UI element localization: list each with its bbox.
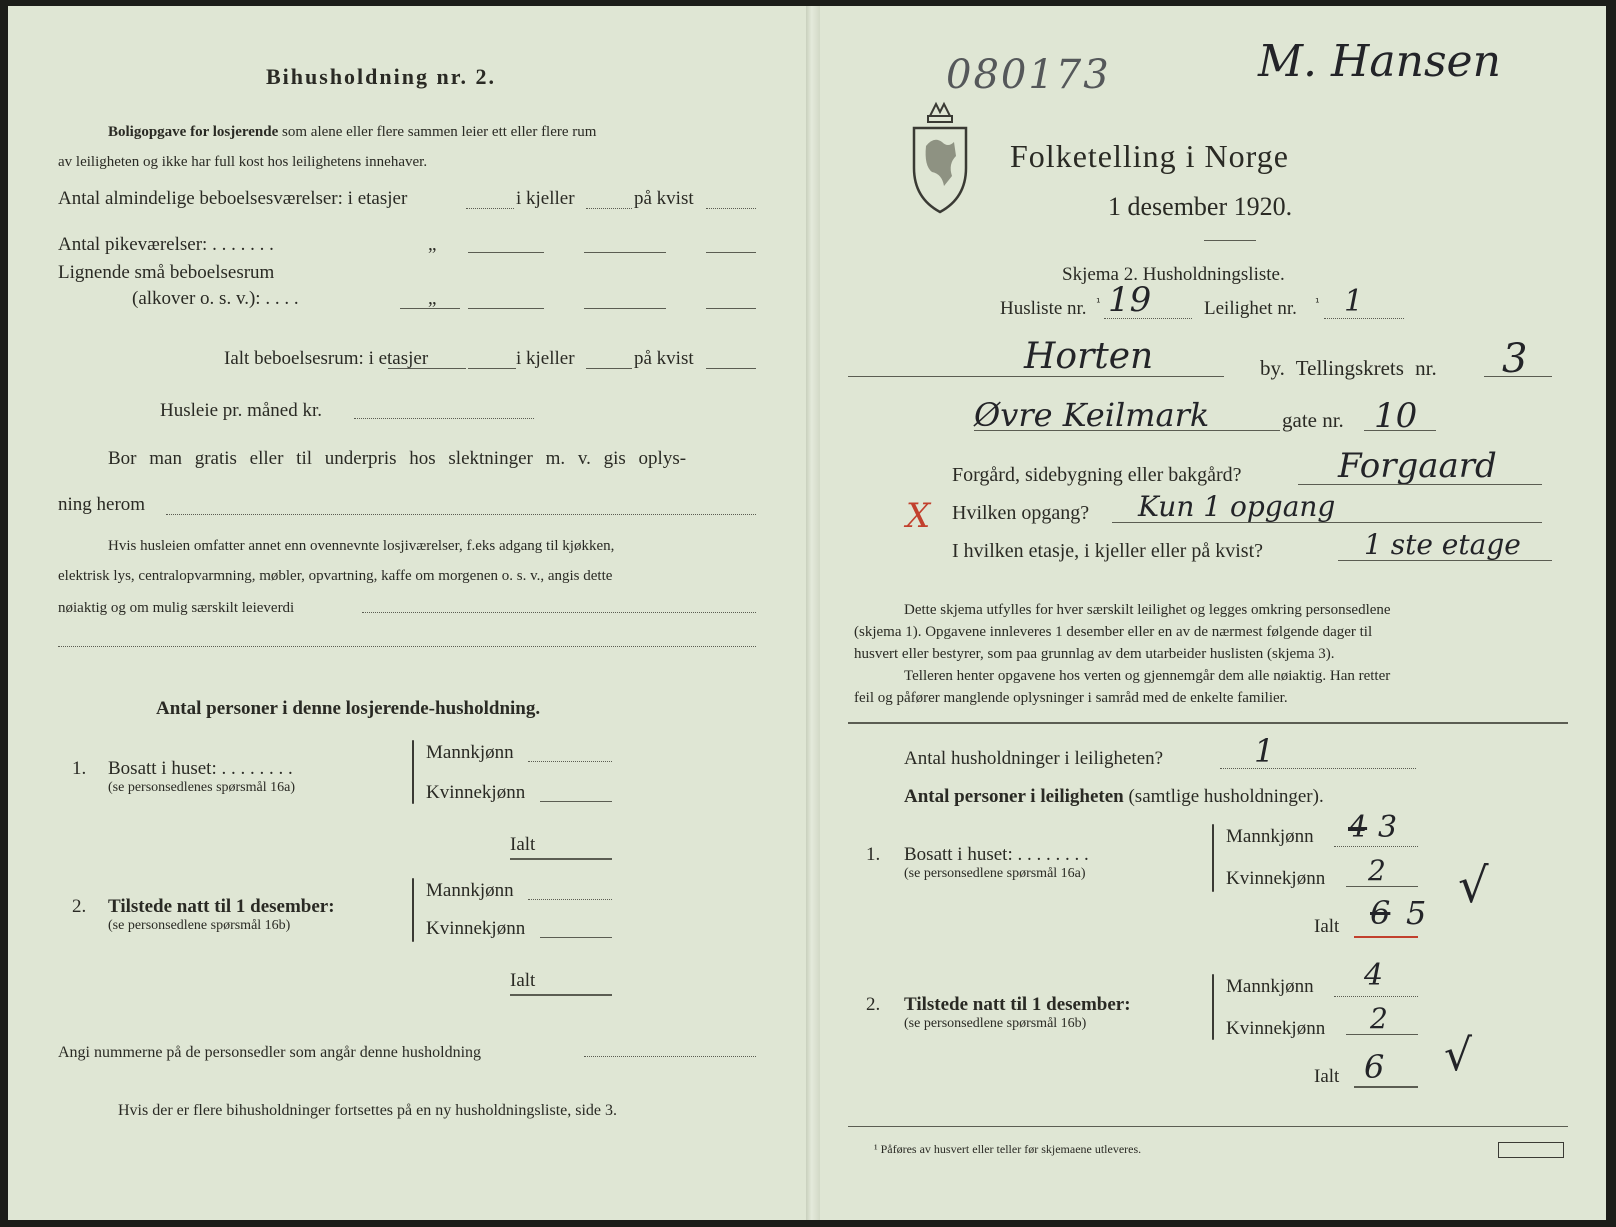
footnote-rule <box>848 1126 1568 1127</box>
skjema-label: Skjema 2. Husholdningsliste. <box>1062 264 1285 285</box>
hvis-line-2: elektrisk lys, centralopvarmning, møbler, opvartning, kaffe om morgenen o. s. v., angis dette <box>58 568 613 584</box>
right-item2-mann-field <box>1334 996 1418 997</box>
leilighet-label: Leilighet nr. <box>1204 298 1297 319</box>
gratis-line-1: Bor man gratis eller til underpris hos slektninger m. v. gis oplys- <box>108 448 687 469</box>
title-rule <box>1204 240 1256 241</box>
city-value[interactable]: Horten <box>1024 336 1154 377</box>
right-item1-mann-field <box>1334 846 1418 847</box>
ialt-kjeller-field[interactable] <box>586 368 632 369</box>
gate-field <box>1364 430 1436 431</box>
alkover-field-1[interactable] <box>400 308 460 309</box>
instr-line-4: Telleren henter opgavene hos verten og gjennemgår dem alle nøiaktig. Han retter <box>904 668 1391 684</box>
gate-label: gate nr. <box>1282 408 1344 432</box>
signature: M. Hansen <box>1258 36 1501 87</box>
right-item2-kvinne-value[interactable]: 2 <box>1370 1002 1388 1035</box>
left-item1-kvinne-label: Kvinnekjønn <box>426 782 526 803</box>
husleie-label: Husleie pr. måned kr. <box>160 400 322 421</box>
right-persons-bold: Antal personer i leiligheten <box>904 786 1124 807</box>
left-item2-ialt-label: Ialt <box>510 970 536 991</box>
ialt-etasjer-field[interactable] <box>468 368 516 369</box>
left-title: Bihusholdning nr. 2. <box>266 64 496 89</box>
gate-value[interactable]: 10 <box>1374 396 1418 436</box>
right-item1-kvinne-field <box>1346 886 1418 887</box>
left-item1-ialt-field[interactable] <box>510 858 612 860</box>
small-rooms-label: Lignende små beboelsesrum <box>58 262 275 283</box>
right-persons-rest: (samtlige husholdninger). <box>1128 786 1324 807</box>
right-item2-mann-label: Mannkjønn <box>1226 976 1314 997</box>
right-item2-sub: (se personsedlene spørsmål 16b) <box>904 1016 1087 1031</box>
left-item2-mann-field[interactable] <box>528 899 612 900</box>
census-form-sheet <box>8 6 1606 1220</box>
husliste-label: Husliste nr. <box>1000 298 1087 319</box>
alkover-ditto: „ <box>428 288 437 309</box>
left-item2-kvinne-field[interactable] <box>540 937 612 938</box>
right-item1-kvinne-label: Kvinnekjønn <box>1226 868 1326 889</box>
pike-ditto: „ <box>428 234 437 255</box>
intro-bold: Boligopgave for losjerende <box>108 124 279 140</box>
husleie-field[interactable] <box>354 418 534 419</box>
right-item1-kvinne-value[interactable]: 2 <box>1368 854 1386 887</box>
gratis-field[interactable] <box>166 514 756 515</box>
right-item2-ialt-label: Ialt <box>1314 1066 1340 1087</box>
leilighet-field <box>1324 318 1404 319</box>
rooms-kvist-label: på kvist <box>634 188 694 209</box>
hvis-line-3: nøiaktig og om mulig særskilt leieverdi <box>58 600 295 616</box>
left-footer: Hvis der er flere bihusholdninger fortsettes på en ny husholdningsliste, side 3. <box>118 1102 618 1119</box>
right-item2-num: 2. <box>866 994 881 1015</box>
left-item2-mann-label: Mannkjønn <box>426 880 514 901</box>
rooms-kvist-field[interactable] <box>706 208 756 209</box>
left-item1-label: Bosatt i huset: . . . . . . . . <box>108 758 293 779</box>
left-item2-num: 2. <box>72 896 87 917</box>
stamp-number: 080173 <box>946 52 1111 98</box>
right-item2-brace <box>1212 974 1214 1040</box>
rooms-kjeller-field[interactable] <box>586 208 632 209</box>
instr-line-5: feil og påfører manglende oplysninger i samråd med de enkelte familier. <box>854 690 1288 706</box>
opgang-label: Hvilken opgang? <box>952 502 1090 524</box>
by-label: by. Tellingskrets nr. <box>1260 356 1437 380</box>
forgard-field <box>1298 484 1542 485</box>
angi-field[interactable] <box>584 1056 756 1057</box>
instr-line-1: Dette skjema utfylles for hver særskilt leilighet og legges omkring personsedlene <box>904 602 1391 618</box>
right-item2-label: Tilstede natt til 1 desember: <box>904 994 1131 1015</box>
intro-line-1 <box>108 122 596 143</box>
hush-field <box>1220 768 1416 769</box>
right-item1-mann-label: Mannkjønn <box>1226 826 1314 847</box>
left-item1-sub: (se personsedlenes spørsmål 16a) <box>108 780 296 795</box>
right-item1-ialt-field <box>1354 936 1418 938</box>
pike-field-1[interactable] <box>468 252 544 253</box>
right-item1-check-icon: √ <box>1458 858 1489 914</box>
rooms-etasjer-field[interactable] <box>466 208 514 209</box>
right-item2-kvinne-label: Kvinnekjønn <box>1226 1018 1326 1039</box>
instr-line-2: (skjema 1). Opgavene innleveres 1 desember eller en av de nærmest følgende dager til <box>854 624 1373 640</box>
left-item2-label: Tilstede natt til 1 desember: <box>108 896 335 917</box>
street-value[interactable]: Øvre Keilmark <box>974 396 1210 434</box>
alkover-field-3[interactable] <box>584 308 666 309</box>
right-item1-num: 1. <box>866 844 881 865</box>
etasje-field <box>1338 560 1552 561</box>
right-persons-heading <box>904 786 1324 808</box>
forgard-value[interactable]: Forgaard <box>1338 446 1497 486</box>
ialt-rooms-label: Ialt beboelsesrum: i etasjer <box>224 348 429 369</box>
right-title: Folketelling i Norge <box>1010 138 1289 174</box>
leilighet-value[interactable]: 1 <box>1344 284 1364 319</box>
ialt-rooms-underline <box>388 368 466 369</box>
left-persons-heading: Antal personer i denne losjerende-husholdning. <box>156 698 541 719</box>
alkover-label: (alkover o. s. v.): . . . . <box>132 288 299 309</box>
right-item2-kvinne-field <box>1346 1034 1418 1035</box>
intro-line-2: av leiligheten og ikke har full kost hos leilighetens innehaver. <box>58 154 428 170</box>
intro-rest: som alene eller flere sammen leier ett eller flere rum <box>282 124 597 140</box>
opgang-value[interactable]: Kun 1 opgang <box>1138 490 1336 523</box>
husliste-field <box>1104 318 1192 319</box>
page-fold <box>806 6 820 1220</box>
printer-mark <box>1498 1142 1564 1158</box>
etasje-label: I hvilken etasje, i kjeller eller på kvist? <box>952 540 1263 562</box>
hush-value[interactable]: 1 <box>1254 732 1275 770</box>
right-item1-mann-value[interactable]: 3 <box>1378 810 1398 845</box>
left-item2-kvinne-label: Kvinnekjønn <box>426 918 526 939</box>
ialt-kvist-label: på kvist <box>634 348 694 369</box>
left-item1-mann-field[interactable] <box>528 761 612 762</box>
instr-line-3: husvert eller bestyrer, som paa grunnlag av dem utarbeider huslisten (skjema 3). <box>854 646 1335 662</box>
leieverdi-field-2[interactable] <box>58 646 756 647</box>
right-item1-ialt-label: Ialt <box>1314 916 1340 937</box>
krets-value[interactable]: 3 <box>1502 336 1528 382</box>
right-item1-mann-struck: 4 <box>1348 810 1368 845</box>
norway-coat-of-arms-icon <box>906 98 974 216</box>
left-item1-kvinne-field[interactable] <box>540 801 612 802</box>
gratis-line-2: ning herom <box>58 494 146 515</box>
left-item1-num: 1. <box>72 758 87 779</box>
right-item1-ialt-value[interactable]: 5 <box>1406 894 1427 932</box>
instr-rule <box>848 722 1568 724</box>
husliste-value[interactable]: 19 <box>1108 280 1152 320</box>
city-field <box>848 376 1224 377</box>
husliste-footnote-mark: ¹ <box>1095 296 1102 309</box>
pike-field-2[interactable] <box>584 252 666 253</box>
alkover-field-2[interactable] <box>468 308 544 309</box>
right-item2-ialt-field <box>1354 1086 1418 1088</box>
right-item1-ialt-struck: 6 <box>1370 894 1391 932</box>
hush-label: Antal husholdninger i leiligheten? <box>904 748 1164 769</box>
opgang-mark: X <box>906 496 931 536</box>
left-item1-brace <box>412 740 414 804</box>
rooms-kjeller-label: i kjeller <box>516 188 575 209</box>
pike-field-3[interactable] <box>706 252 756 253</box>
left-item1-ialt-label: Ialt <box>510 834 536 855</box>
right-item2-mann-value[interactable]: 4 <box>1364 958 1384 993</box>
left-item2-sub: (se personsedlene spørsmål 16b) <box>108 918 291 933</box>
right-date: 1 desember 1920. <box>1108 192 1293 221</box>
left-item1-mann-label: Mannkjønn <box>426 742 514 763</box>
right-item2-check-icon: √ <box>1444 1030 1473 1081</box>
left-item2-ialt-field[interactable] <box>510 994 612 996</box>
right-item2-ialt-value[interactable]: 6 <box>1364 1048 1385 1086</box>
left-item2-brace <box>412 878 414 942</box>
etasje-value[interactable]: 1 ste etage <box>1364 528 1521 561</box>
right-item1-sub: (se personsedlene spørsmål 16a) <box>904 866 1086 881</box>
rooms-label: Antal almindelige beboelsesværelser: i etasjer <box>58 188 408 209</box>
pike-label: Antal pikeværelser: . . . . . . . <box>58 234 274 255</box>
ialt-kvist-field[interactable] <box>706 368 756 369</box>
hvis-line-1: Hvis husleien omfatter annet enn ovennevnte losjiværelser, f.eks adgang til kjøkken, <box>108 538 615 554</box>
leilighet-footnote-mark: ¹ <box>1314 296 1321 309</box>
opgang-field <box>1112 522 1542 523</box>
krets-field <box>1484 376 1552 377</box>
right-footnote: ¹ Påføres av husvert eller teller før skjemaene utleveres. <box>874 1142 1142 1156</box>
street-field <box>974 430 1280 431</box>
angi-label: Angi nummerne på de personsedler som angår denne husholdning <box>58 1044 482 1061</box>
leieverdi-field[interactable] <box>362 612 756 613</box>
ialt-kjeller-label: i kjeller <box>516 348 575 369</box>
right-item1-label: Bosatt i huset: . . . . . . . . <box>904 844 1089 865</box>
right-item1-brace <box>1212 824 1214 892</box>
alkover-field-4[interactable] <box>706 308 756 309</box>
forgard-label: Forgård, sidebygning eller bakgård? <box>952 464 1242 486</box>
